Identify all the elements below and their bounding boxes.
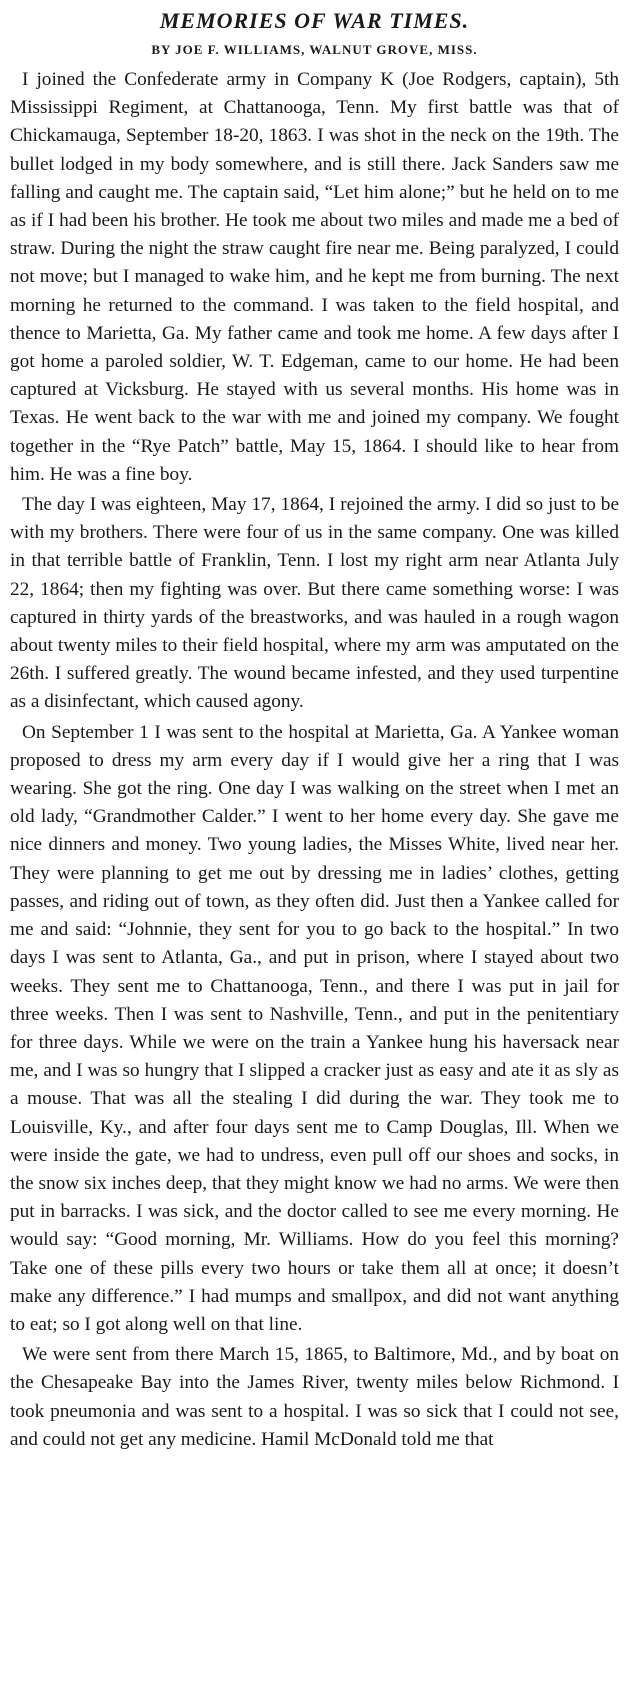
- article-body: [10, 66, 619, 1454]
- paragraph-3: On September 1 I was sent to the hospital at Marietta, Ga. A Yankee woman proposed to dress my arm every day if I would give her a ring that I was wearing. She got the ring. One day I was walking on the street when I met an old lady, “Grandmother Calder.” I went to her home every day. She gave me nice dinners and money. Two young ladies, the Misses White, lived near her. They were planning to get me out by dressing me in ladies’ clothes, getting passes, and riding out of town, as they often did. Just then a Yankee called for me and said: “Johnnie, they sent for you to go back to the hospital.” In two days I was sent to Atlanta, Ga., and put in prison, where I stayed about two weeks. They sent me to Chattanooga, Tenn., and there I was put in jail for three weeks. Then I was sent to Nashville, Tenn., and put in the penitentiary for three days. While we were on the train a Yankee hung his haversack near me, and I was so hungry that I slipped a cracker just as easy and ate it as sly as a mouse. That was all the stealing I did during the war. They took me to Louisville, Ky., and after four days sent me to Camp Douglas, Ill. When we were inside the gate, we had to undress, even pull off our shoes and socks, in the snow six inches deep, that they might know we had no arms. We were then put in barracks. I was sick, and the doctor called to see me every morning. He would say: “Good morning, Mr. Williams. How do you feel this morning? Take one of these pills every two hours or take them all at once; it doesn’t make any difference.” I had mumps and smallpox, and did not want anything to eat; so I got along well on that line.: [10, 721, 619, 1335]
- article-title: MEMORIES OF WAR TIMES.: [159, 8, 470, 33]
- paragraph-1: I joined the Confederate army in Company K (Joe Rodgers, captain), 5th Mississippi Regiment, at Chattanooga, Tenn. My first battle was that of Chickamauga, September 18-20, 1863. I was shot in the neck on the 19th. The bullet lodged in my body somewhere, and is still there. Jack Sanders saw me falling and caught me. The captain said, “Let him alone;” but he held on to me as if I had been his brother. He took me about two miles and made me a bed of straw. During the night the straw caught fire near me. Being paralyzed, I could not move; but I managed to wake him, and he kept me from burning. The next morning he returned to the command. I was taken to the field hospital, and thence to Marietta, Ga. My father came and took me home. A few days after I got home a paroled soldier, W. T. Edgeman, came to our home. He had been captured at Vicksburg. He stayed with us several months. His home was in Texas. He went back to the war with me and joined my company. We fought together in the “Rye Patch” battle, May 15, 1864. I should like to hear from him. He was a fine boy.: [10, 69, 619, 485]
- paragraph-4: We were sent from there March 15, 1865, to Baltimore, Md., and by boat on the Chesapeake Bay into the James River, twenty miles below Richmond. I took pneumonia and was sent to a hospital. I was so sick that I could not see, and could not get any medicine. Hamil McDonald told me that: [10, 1344, 619, 1450]
- paragraph-2: The day I was eighteen, May 17, 1864, I rejoined the army. I did so just to be with my brothers. There were four of us in the same company. One was killed in that terrible battle of Franklin, Tenn. I lost my right arm near Atlanta July 22, 1864; then my fighting was over. But there came something worse: I was captured in thirty yards of the breastworks, and was hauled in a rough wagon about twenty miles to their field hospital, where my arm was amputated on the 26th. I suffered greatly. The wound became infested, and they used turpentine as a disinfectant, which caused agony.: [10, 494, 619, 713]
- article-page: [10, 8, 619, 1456]
- article-byline: BY JOE F. WILLIAMS, WALNUT GROVE, MISS.: [151, 42, 478, 57]
